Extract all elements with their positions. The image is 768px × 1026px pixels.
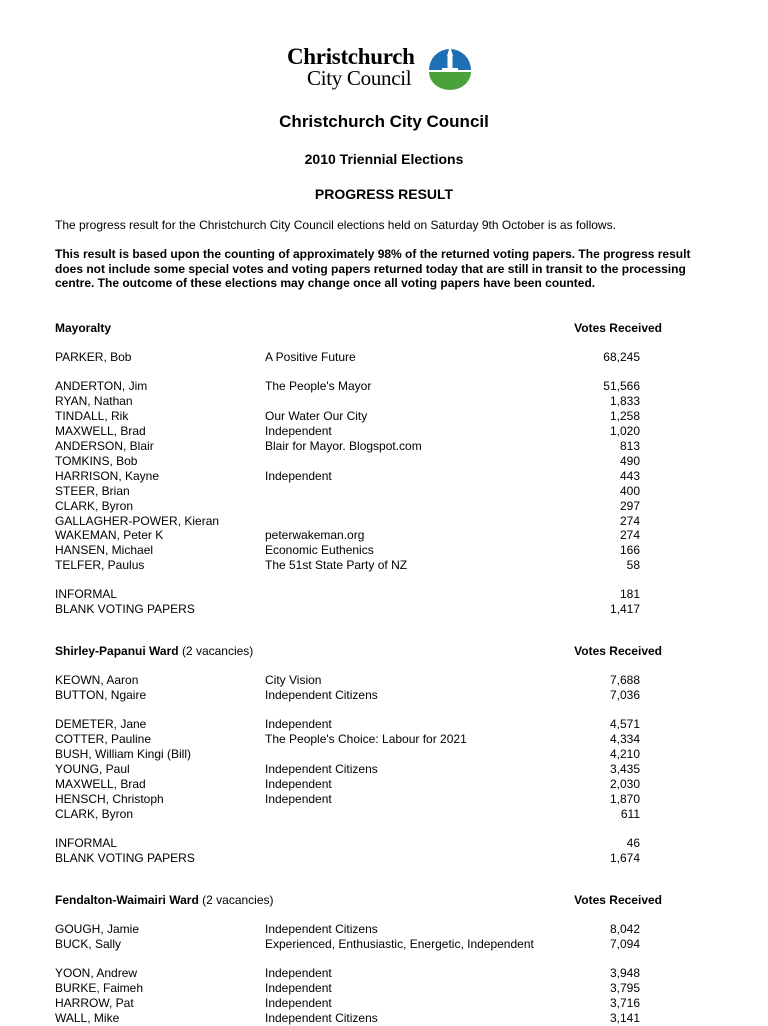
- candidate-affiliation: Independent: [265, 792, 332, 806]
- votes-count: 4,334: [609, 732, 640, 746]
- candidate-name: STEER, Brian: [55, 484, 130, 498]
- candidate-name: BLANK VOTING PAPERS: [55, 602, 195, 616]
- votes-count: 46: [626, 836, 640, 850]
- candidate-name: COTTER, Pauline: [55, 732, 152, 746]
- votes-count: 443: [619, 469, 640, 483]
- candidate-name: TINDALL, Rik: [55, 409, 129, 423]
- votes-count: 274: [619, 514, 640, 528]
- candidate-name: INFORMAL: [55, 587, 118, 601]
- votes-count: 1,674: [609, 851, 640, 865]
- candidate-affiliation: Experienced, Enthusiastic, Energetic, Independent: [265, 937, 534, 951]
- candidate-name: BURKE, Faimeh: [55, 981, 144, 995]
- candidate-name: GALLAGHER-POWER, Kieran: [55, 514, 220, 528]
- votes-count: 3,948: [609, 966, 640, 980]
- candidate-affiliation: Independent Citizens: [265, 688, 378, 702]
- candidate-name: INFORMAL: [55, 836, 118, 850]
- candidate-affiliation: Independent: [265, 981, 332, 995]
- candidate-name: WAKEMAN, Peter K: [55, 528, 164, 542]
- candidate-affiliation: The People's Mayor: [265, 379, 372, 393]
- candidate-affiliation: Independent: [265, 966, 332, 980]
- section-name: Mayoralty: [55, 321, 112, 335]
- cathedral-emblem-icon: [427, 44, 473, 90]
- candidate-name: TOMKINS, Bob: [55, 454, 138, 468]
- result-label: PROGRESS RESULT: [314, 186, 454, 202]
- candidate-name: TELFER, Paulus: [55, 558, 145, 572]
- section-vacancies: (2 vacancies): [181, 644, 254, 658]
- candidate-affiliation: peterwakeman.org: [265, 528, 365, 542]
- candidate-name: BLANK VOTING PAPERS: [55, 851, 195, 865]
- candidate-affiliation: The 51st State Party of NZ: [265, 558, 408, 572]
- candidate-name: HANSEN, Michael: [55, 543, 154, 557]
- votes-count: 1,870: [609, 792, 640, 806]
- votes-count: 1,258: [609, 409, 640, 423]
- votes-count: 7,688: [609, 673, 640, 687]
- council-logo: [287, 44, 477, 94]
- candidate-affiliation: Our Water Our City: [265, 409, 368, 423]
- candidate-name: KEOWN, Aaron: [55, 673, 139, 687]
- candidate-name: ANDERSON, Blair: [55, 439, 154, 453]
- candidate-affiliation: Blair for Mayor. Blogspot.com: [265, 439, 422, 453]
- candidate-name: RYAN, Nathan: [55, 394, 133, 408]
- notice-paragraph: This result is based upon the counting of approximately 98% of the returned voting papers. The progress result does not include some special votes and voting papers returned today that are still in transit to the processing centre. The outcome of these elections may change once all voting papers have been counted.: [55, 247, 691, 291]
- candidate-name: DEMETER, Jane: [55, 717, 147, 731]
- candidate-name: MAXWELL, Brad: [55, 777, 146, 791]
- votes-count: 7,094: [609, 937, 640, 951]
- intro-paragraph: The progress result for the Christchurch City Council elections held on Saturday 9th October is as follows.: [55, 218, 616, 232]
- candidate-affiliation: A Positive Future: [265, 350, 356, 364]
- candidate-name: MAXWELL, Brad: [55, 424, 146, 438]
- votes-count: 1,417: [609, 602, 640, 616]
- candidate-affiliation: Independent: [265, 469, 332, 483]
- candidate-affiliation: Independent: [265, 996, 332, 1010]
- candidate-name: CLARK, Byron: [55, 499, 134, 513]
- section-name: Shirley-Papanui Ward: [55, 644, 179, 658]
- votes-count: 490: [619, 454, 640, 468]
- votes-count: 611: [620, 807, 640, 821]
- votes-count: 813: [619, 439, 640, 453]
- candidate-affiliation: Independent: [265, 717, 332, 731]
- votes-count: 274: [619, 528, 640, 542]
- votes-count: 51,566: [603, 379, 640, 393]
- votes-received-header: Votes Received: [574, 644, 662, 658]
- candidate-name: HARROW, Pat: [55, 996, 134, 1010]
- candidate-name: GOUGH, Jamie: [55, 922, 140, 936]
- candidate-affiliation: Economic Euthenics: [265, 543, 374, 557]
- votes-count: 68,245: [603, 350, 640, 364]
- candidate-name: YOON, Andrew: [55, 966, 138, 980]
- section-vacancies: (2 vacancies): [202, 893, 274, 907]
- votes-count: 58: [626, 558, 640, 572]
- logo-line-1: Christchurch: [287, 44, 415, 69]
- votes-count: 8,042: [609, 922, 640, 936]
- candidate-affiliation: Independent: [265, 777, 332, 791]
- candidate-name: BUCK, Sally: [55, 937, 122, 951]
- votes-count: 181: [619, 587, 640, 601]
- votes-count: 3,141: [609, 1011, 640, 1025]
- candidate-affiliation: Independent Citizens: [265, 922, 378, 936]
- votes-count: 2,030: [609, 777, 640, 791]
- votes-count: 1,833: [609, 394, 640, 408]
- votes-count: 1,020: [609, 424, 640, 438]
- candidate-affiliation: Independent Citizens: [265, 762, 378, 776]
- votes-count: 3,435: [609, 762, 640, 776]
- candidate-name: BUSH, William Kingi (Bill): [55, 747, 192, 761]
- section-name: Fendalton-Waimairi Ward: [55, 893, 199, 907]
- candidate-name: BUTTON, Ngaire: [55, 688, 147, 702]
- candidate-name: YOUNG, Paul: [55, 762, 130, 776]
- votes-count: 297: [619, 499, 640, 513]
- candidate-name: WALL, Mike: [55, 1011, 120, 1025]
- votes-count: 166: [619, 543, 640, 557]
- votes-count: 4,210: [609, 747, 640, 761]
- candidate-affiliation: Independent Citizens: [265, 1011, 378, 1025]
- candidate-name: CLARK, Byron: [55, 807, 134, 821]
- votes-count: 3,716: [609, 996, 640, 1010]
- logo-line-2: City Council: [307, 66, 412, 90]
- votes-received-header: Votes Received: [574, 321, 662, 335]
- page-title: Christchurch City Council: [279, 112, 489, 131]
- candidate-name: ANDERTON, Jim: [55, 379, 148, 393]
- candidate-affiliation: Independent: [265, 424, 332, 438]
- candidate-affiliation: City Vision: [265, 673, 322, 687]
- votes-count: 7,036: [609, 688, 640, 702]
- votes-count: 4,571: [609, 717, 640, 731]
- votes-received-header: Votes Received: [574, 893, 662, 907]
- candidate-name: HARRISON, Kayne: [55, 469, 160, 483]
- election-subtitle: 2010 Triennial Elections: [304, 151, 464, 167]
- candidate-affiliation: The People's Choice: Labour for 2021: [265, 732, 467, 746]
- votes-count: 400: [619, 484, 640, 498]
- candidate-name: PARKER, Bob: [55, 350, 132, 364]
- candidate-name: HENSCH, Christoph: [55, 792, 164, 806]
- votes-count: 3,795: [609, 981, 640, 995]
